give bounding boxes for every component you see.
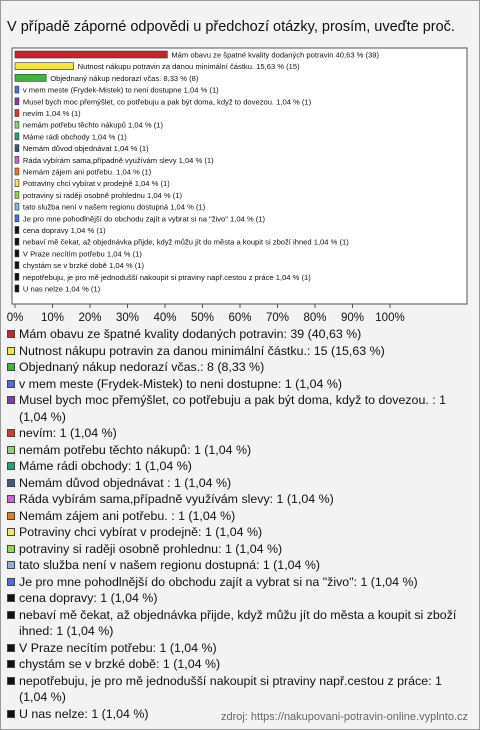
legend-swatch bbox=[7, 347, 15, 355]
legend-item bbox=[5, 425, 471, 442]
legend-swatch bbox=[7, 512, 15, 520]
legend-label: V Praze necítím potřebu: 1 (1,04 %) bbox=[19, 640, 217, 655]
legend-swatch bbox=[7, 462, 15, 470]
bar-label: Máme rádi obchody 1,04 % (1) bbox=[22, 132, 127, 142]
legend-item bbox=[5, 343, 471, 360]
x-tick-label: 60% bbox=[228, 312, 252, 324]
bar bbox=[15, 63, 74, 70]
legend-swatch bbox=[7, 660, 15, 668]
bar bbox=[15, 191, 19, 198]
legend-swatch bbox=[7, 710, 15, 718]
source-note: zdroj: https://nakupovani-potravin-online.vyplnto.cz bbox=[220, 711, 468, 723]
bar-label: Je pro mne pohodlnější do obchodu zajít a vybrat si na "živo" 1,04 % (1) bbox=[22, 214, 266, 224]
legend-swatch bbox=[7, 561, 15, 569]
legend-item bbox=[5, 508, 471, 525]
x-tick-label: 90% bbox=[340, 312, 365, 324]
legend-label: Je pro mne pohodlnější do obchodu zajít a vybrat si na "živo": 1 (1,04 %) bbox=[19, 574, 418, 589]
bar-label: Nemám zájem ani potřebu. 1,04 % (1) bbox=[22, 167, 152, 177]
bar-label: nemám potřebu těchto nákupů 1,04 % (1) bbox=[22, 120, 164, 130]
x-tick-label: 70% bbox=[265, 312, 290, 324]
legend-label: tato služba není v našem regionu dostupná: 1 (1,04 %) bbox=[19, 558, 321, 572]
legend-label: potraviny si raději osobně prohlednu: 1 (1,04 %) bbox=[19, 541, 283, 556]
legend-label: Mám obavu ze špatné kvality dodaných potravin: 39 (40,63 %) bbox=[19, 327, 362, 341]
x-tick-label: 80% bbox=[303, 312, 327, 324]
chart-title: V případě záporné odpovědi u předchozí otázky, prosím, uveďte proč. bbox=[7, 19, 455, 35]
legend-label: nevím: 1 (1,04 %) bbox=[19, 426, 117, 440]
legend-item bbox=[5, 640, 471, 657]
bar-label: Objednaný nákup nedorazí včas. 8,33 % (8) bbox=[50, 73, 199, 83]
legend-item bbox=[5, 557, 471, 574]
bar bbox=[15, 262, 19, 269]
legend-swatch bbox=[7, 396, 15, 404]
bar bbox=[15, 273, 19, 280]
legend-swatch bbox=[7, 528, 15, 536]
x-tick-label: 100% bbox=[375, 312, 405, 324]
bar bbox=[15, 156, 19, 163]
legend-swatch bbox=[7, 578, 15, 586]
bar bbox=[15, 145, 19, 152]
bar-chart bbox=[0, 0, 480, 325]
legend-swatch bbox=[7, 677, 15, 685]
legend-item bbox=[5, 524, 471, 541]
bar-label: nepotřebuju, je pro mě jednodušší nakoupit si ptraviny např.cestou z práce 1,04 % (1) bbox=[22, 272, 311, 282]
legend-label: Objednaný nákup nedorazí včas.: 8 (8,33 %) bbox=[19, 360, 265, 374]
x-tick-label: 30% bbox=[115, 312, 140, 324]
bar-label: Potraviny chci vybírat v prodejně 1,04 % (1) bbox=[22, 179, 170, 189]
bar bbox=[15, 74, 46, 81]
bar bbox=[15, 110, 19, 117]
bar bbox=[15, 180, 19, 187]
legend-item bbox=[5, 458, 471, 475]
bar-label: U nas nelze 1,04 % (1) bbox=[22, 284, 101, 294]
legend-swatch bbox=[7, 380, 15, 388]
x-tick-label: 50% bbox=[190, 312, 215, 324]
legend-swatch bbox=[7, 363, 15, 371]
bar bbox=[15, 86, 19, 93]
legend-label: Potraviny chci vybírat v prodejně: 1 (1,04 %) bbox=[19, 525, 263, 539]
legend bbox=[5, 326, 471, 722]
bar bbox=[15, 215, 19, 222]
legend-label: Nemám důvod objednávat : 1 (1,04 %) bbox=[19, 475, 232, 490]
legend-swatch bbox=[7, 594, 15, 602]
x-tick-label: 0% bbox=[6, 312, 24, 324]
bar bbox=[15, 133, 19, 140]
bar-label: Nutnost nákupu potravin za danou minimální částku. 15,63 % (15) bbox=[77, 62, 300, 72]
bar bbox=[15, 203, 19, 210]
legend-label: nebaví mě čekat, až objednávka přijde, když můžu jít do města a koupit si zboží ihned: 1 (1,04 %) bbox=[19, 607, 457, 638]
legend-label: nemám potřebu těchto nákupů: 1 (1,04 %) bbox=[19, 442, 252, 457]
bar bbox=[15, 168, 19, 175]
legend-item bbox=[5, 673, 471, 706]
bar-label: V Praze necítím potřebu 1,04 % (1) bbox=[22, 249, 142, 259]
legend-item bbox=[5, 590, 471, 607]
legend-item bbox=[5, 359, 471, 376]
bar-label: Musel bych moc přemýšlet, co potřebuju a pak být doma, když to dovezou. 1,04 % (1) bbox=[22, 97, 312, 107]
legend-swatch bbox=[7, 644, 15, 652]
legend-label: Nemám zájem ani potřebu. : 1 (1,04 %) bbox=[19, 508, 236, 523]
bar bbox=[15, 98, 19, 105]
chart-area bbox=[0, 0, 480, 330]
bar bbox=[15, 227, 19, 234]
bar-label: v mem meste (Frydek-Mistek) to neni dostupne 1,04 % (1) bbox=[22, 85, 219, 95]
legend-label: Nutnost nákupu potravin za danou minimální částku.: 15 (15,63 %) bbox=[19, 343, 385, 358]
legend-swatch bbox=[7, 545, 15, 553]
legend-item bbox=[5, 574, 471, 591]
x-tick-label: 20% bbox=[78, 312, 102, 324]
bar bbox=[15, 51, 167, 58]
legend-label: Máme rádi obchody: 1 (1,04 %) bbox=[19, 459, 192, 473]
x-tick-label: 40% bbox=[153, 312, 177, 324]
bar-label: potraviny si raději osobně prohlednu 1,04 % (1) bbox=[22, 190, 183, 200]
legend-item bbox=[5, 541, 471, 558]
legend-item bbox=[5, 475, 471, 492]
legend-label: cena dopravy: 1 (1,04 %) bbox=[19, 591, 158, 605]
legend-item bbox=[5, 442, 471, 459]
bar-label: cena dopravy 1,04 % (1) bbox=[22, 226, 106, 235]
legend-swatch bbox=[7, 446, 15, 454]
legend-item bbox=[5, 392, 471, 425]
legend-item bbox=[5, 491, 471, 508]
legend-item bbox=[5, 656, 471, 673]
bar-label: Mám obavu ze špatné kvality dodaných potravin 40,63 % (39) bbox=[171, 50, 380, 60]
bar-label: nebaví mě čekat, až objednávka přijde, když můžu jít do města a koupit si zboží ihned 1,04 % (1) bbox=[22, 237, 349, 247]
legend-label: Ráda vybírám sama,případně využívám slevy: 1 (1,04 %) bbox=[19, 492, 334, 506]
legend-swatch bbox=[7, 611, 15, 619]
bar-label: Nemám důvod objednávat 1,04 % (1) bbox=[22, 144, 149, 154]
legend-label: nepotřebuju, je pro mě jednodušší nakoupit si ptraviny např.cestou z práce: 1 (1,04 %) bbox=[19, 673, 442, 704]
bar-label: nevím 1,04 % (1) bbox=[22, 109, 81, 118]
legend-swatch bbox=[7, 429, 15, 437]
bar-label: chystám se v brzké době 1,04 % (1) bbox=[22, 261, 145, 271]
bar-label: Ráda vybírám sama,případně využívám slevy 1,04 % (1) bbox=[22, 155, 214, 165]
bar-label: tato služba není v našem regionu dostupná 1,04 % (1) bbox=[22, 202, 206, 212]
legend-item bbox=[5, 376, 471, 393]
legend-label: chystám se v brzké době: 1 (1,04 %) bbox=[19, 657, 221, 671]
bar bbox=[15, 238, 19, 245]
legend-label: v mem meste (Frydek-Mistek) to neni dostupne: 1 (1,04 %) bbox=[19, 376, 342, 391]
legend-swatch bbox=[7, 479, 15, 487]
bar bbox=[15, 121, 19, 128]
legend-swatch bbox=[7, 495, 15, 503]
legend-swatch bbox=[7, 330, 15, 338]
legend-item bbox=[5, 326, 471, 343]
x-tick-label: 10% bbox=[40, 312, 65, 324]
legend-label: Musel bych moc přemýšlet, co potřebuju a pak být doma, když to dovezou. : 1 (1,04 %) bbox=[19, 393, 446, 424]
legend-label: U nas nelze: 1 (1,04 %) bbox=[19, 706, 149, 721]
bar bbox=[15, 250, 19, 257]
legend-item bbox=[5, 607, 471, 640]
bar bbox=[15, 285, 19, 292]
